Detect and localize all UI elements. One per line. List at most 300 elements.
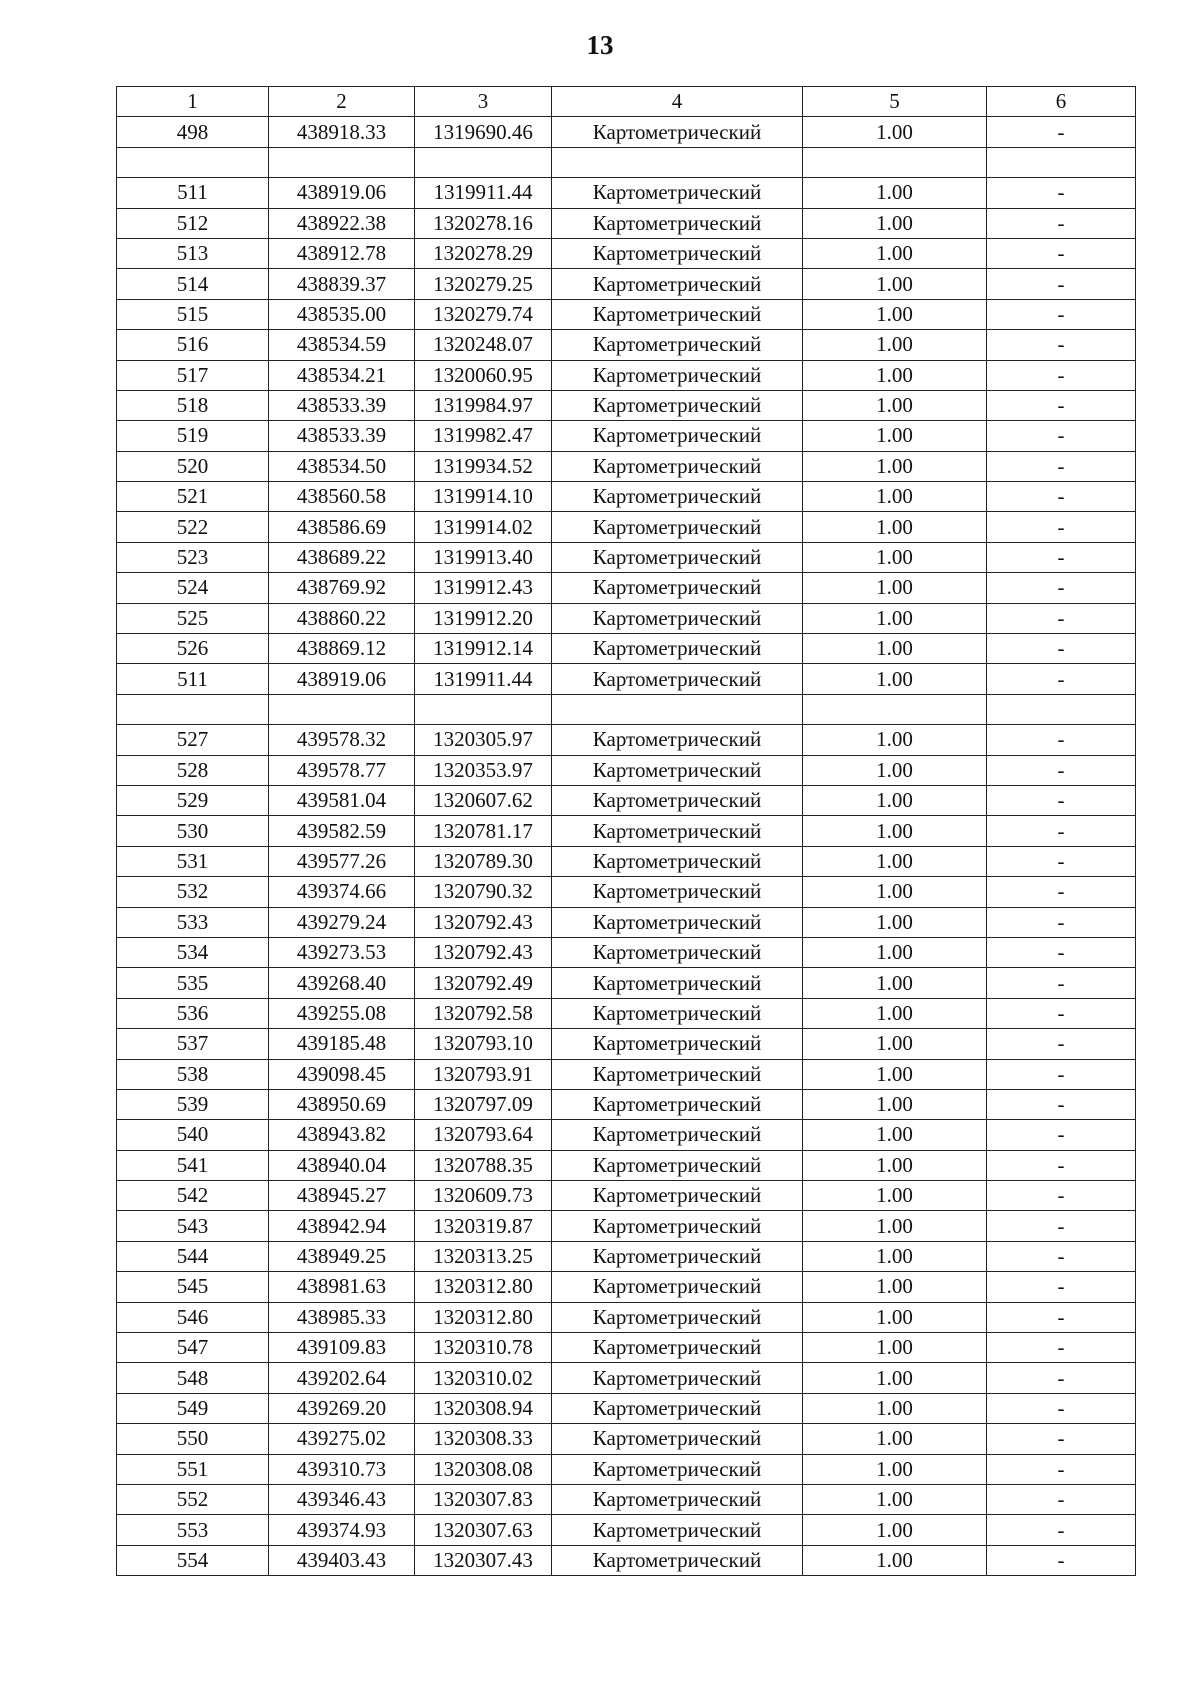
- accuracy-cell: 1.00: [803, 1211, 987, 1241]
- method-cell: Картометрический: [552, 1211, 803, 1241]
- y-coordinate-cell: 1320308.08: [415, 1454, 552, 1484]
- x-coordinate-cell: 439269.20: [269, 1393, 415, 1423]
- description-cell: -: [987, 634, 1136, 664]
- point-number-cell: 545: [117, 1272, 269, 1302]
- accuracy-cell: 1.00: [803, 1181, 987, 1211]
- y-coordinate-cell: 1320797.09: [415, 1089, 552, 1119]
- method-cell: Картометрический: [552, 451, 803, 481]
- method-cell: Картометрический: [552, 178, 803, 208]
- x-coordinate-cell: 439578.32: [269, 725, 415, 755]
- description-cell: -: [987, 451, 1136, 481]
- table-row: [117, 1424, 1136, 1454]
- header-cell: 4: [552, 87, 803, 117]
- point-number-cell: 543: [117, 1211, 269, 1241]
- table-row: [117, 937, 1136, 967]
- table-row: [117, 816, 1136, 846]
- point-number-cell: 540: [117, 1120, 269, 1150]
- point-number-cell: [117, 147, 269, 177]
- point-number-cell: 537: [117, 1029, 269, 1059]
- accuracy-cell: 1.00: [803, 1089, 987, 1119]
- description-cell: -: [987, 1333, 1136, 1363]
- point-number-cell: 521: [117, 482, 269, 512]
- method-cell: Картометрический: [552, 1484, 803, 1514]
- point-number-cell: 529: [117, 785, 269, 815]
- header-cell: 3: [415, 87, 552, 117]
- table-row: [117, 147, 1136, 177]
- x-coordinate-cell: [269, 147, 415, 177]
- table-row: [117, 542, 1136, 572]
- accuracy-cell: 1.00: [803, 877, 987, 907]
- accuracy-cell: 1.00: [803, 178, 987, 208]
- point-number-cell: 541: [117, 1150, 269, 1180]
- x-coordinate-cell: 439268.40: [269, 968, 415, 998]
- x-coordinate-cell: 438560.58: [269, 482, 415, 512]
- table-row: [117, 482, 1136, 512]
- method-cell: [552, 694, 803, 724]
- method-cell: Картометрический: [552, 1241, 803, 1271]
- table-row: [117, 1333, 1136, 1363]
- point-number-cell: 522: [117, 512, 269, 542]
- x-coordinate-cell: 438534.21: [269, 360, 415, 390]
- y-coordinate-cell: 1320781.17: [415, 816, 552, 846]
- x-coordinate-cell: 438949.25: [269, 1241, 415, 1271]
- accuracy-cell: 1.00: [803, 846, 987, 876]
- description-cell: -: [987, 998, 1136, 1028]
- method-cell: Картометрический: [552, 634, 803, 664]
- method-cell: Картометрический: [552, 299, 803, 329]
- table-row: [117, 603, 1136, 633]
- x-coordinate-cell: 438534.59: [269, 330, 415, 360]
- description-cell: -: [987, 1120, 1136, 1150]
- y-coordinate-cell: 1320312.80: [415, 1302, 552, 1332]
- y-coordinate-cell: 1319912.43: [415, 573, 552, 603]
- accuracy-cell: 1.00: [803, 603, 987, 633]
- accuracy-cell: 1.00: [803, 1454, 987, 1484]
- description-cell: -: [987, 238, 1136, 268]
- table-row: [117, 208, 1136, 238]
- y-coordinate-cell: 1320312.80: [415, 1272, 552, 1302]
- description-cell: -: [987, 968, 1136, 998]
- header-cell: 5: [803, 87, 987, 117]
- x-coordinate-cell: 439185.48: [269, 1029, 415, 1059]
- y-coordinate-cell: 1320793.91: [415, 1059, 552, 1089]
- accuracy-cell: 1.00: [803, 998, 987, 1028]
- point-number-cell: 513: [117, 238, 269, 268]
- method-cell: Картометрический: [552, 846, 803, 876]
- x-coordinate-cell: 438945.27: [269, 1181, 415, 1211]
- method-cell: Картометрический: [552, 725, 803, 755]
- method-cell: Картометрический: [552, 1545, 803, 1575]
- description-cell: -: [987, 208, 1136, 238]
- x-coordinate-cell: 439578.77: [269, 755, 415, 785]
- y-coordinate-cell: 1320353.97: [415, 755, 552, 785]
- description-cell: -: [987, 299, 1136, 329]
- description-cell: -: [987, 1424, 1136, 1454]
- description-cell: -: [987, 1211, 1136, 1241]
- y-coordinate-cell: 1320313.25: [415, 1241, 552, 1271]
- y-coordinate-cell: 1320788.35: [415, 1150, 552, 1180]
- accuracy-cell: 1.00: [803, 664, 987, 694]
- table-row: [117, 634, 1136, 664]
- header-cell: 2: [269, 87, 415, 117]
- point-number-cell: 514: [117, 269, 269, 299]
- y-coordinate-cell: 1320307.43: [415, 1545, 552, 1575]
- method-cell: Картометрический: [552, 208, 803, 238]
- description-cell: -: [987, 542, 1136, 572]
- x-coordinate-cell: 438860.22: [269, 603, 415, 633]
- y-coordinate-cell: 1320278.16: [415, 208, 552, 238]
- y-coordinate-cell: 1320248.07: [415, 330, 552, 360]
- point-number-cell: 546: [117, 1302, 269, 1332]
- accuracy-cell: 1.00: [803, 725, 987, 755]
- y-coordinate-cell: [415, 694, 552, 724]
- y-coordinate-cell: 1320789.30: [415, 846, 552, 876]
- point-number-cell: 519: [117, 421, 269, 451]
- y-coordinate-cell: 1320792.58: [415, 998, 552, 1028]
- accuracy-cell: [803, 147, 987, 177]
- point-number-cell: 535: [117, 968, 269, 998]
- x-coordinate-cell: 438981.63: [269, 1272, 415, 1302]
- point-number-cell: 534: [117, 937, 269, 967]
- accuracy-cell: 1.00: [803, 1333, 987, 1363]
- description-cell: -: [987, 1454, 1136, 1484]
- description-cell: -: [987, 877, 1136, 907]
- x-coordinate-cell: 439403.43: [269, 1545, 415, 1575]
- accuracy-cell: 1.00: [803, 482, 987, 512]
- description-cell: -: [987, 846, 1136, 876]
- table-row: [117, 117, 1136, 147]
- accuracy-cell: 1.00: [803, 330, 987, 360]
- x-coordinate-cell: 439582.59: [269, 816, 415, 846]
- point-number-cell: 532: [117, 877, 269, 907]
- y-coordinate-cell: 1320308.94: [415, 1393, 552, 1423]
- method-cell: Картометрический: [552, 117, 803, 147]
- x-coordinate-cell: 438533.39: [269, 421, 415, 451]
- table-row: [117, 330, 1136, 360]
- y-coordinate-cell: 1320792.43: [415, 937, 552, 967]
- point-number-cell: [117, 694, 269, 724]
- point-number-cell: 524: [117, 573, 269, 603]
- table-row: [117, 178, 1136, 208]
- method-cell: Картометрический: [552, 1333, 803, 1363]
- table-row: [117, 998, 1136, 1028]
- point-number-cell: 528: [117, 755, 269, 785]
- accuracy-cell: 1.00: [803, 755, 987, 785]
- point-number-cell: 525: [117, 603, 269, 633]
- table-row: [117, 1454, 1136, 1484]
- y-coordinate-cell: 1319984.97: [415, 390, 552, 420]
- method-cell: Картометрический: [552, 330, 803, 360]
- y-coordinate-cell: 1319982.47: [415, 421, 552, 451]
- point-number-cell: 531: [117, 846, 269, 876]
- accuracy-cell: 1.00: [803, 1241, 987, 1271]
- x-coordinate-cell: 438919.06: [269, 664, 415, 694]
- table-row: [117, 1272, 1136, 1302]
- y-coordinate-cell: 1320793.64: [415, 1120, 552, 1150]
- y-coordinate-cell: 1320060.95: [415, 360, 552, 390]
- y-coordinate-cell: 1320319.87: [415, 1211, 552, 1241]
- y-coordinate-cell: 1319914.10: [415, 482, 552, 512]
- method-cell: Картометрический: [552, 482, 803, 512]
- method-cell: Картометрический: [552, 877, 803, 907]
- y-coordinate-cell: 1320308.33: [415, 1424, 552, 1454]
- table-row: [117, 664, 1136, 694]
- point-number-cell: 523: [117, 542, 269, 572]
- accuracy-cell: 1.00: [803, 1029, 987, 1059]
- description-cell: -: [987, 603, 1136, 633]
- method-cell: Картометрический: [552, 269, 803, 299]
- table-row: [117, 694, 1136, 724]
- x-coordinate-cell: 438912.78: [269, 238, 415, 268]
- accuracy-cell: 1.00: [803, 360, 987, 390]
- method-cell: Картометрический: [552, 573, 803, 603]
- x-coordinate-cell: 439581.04: [269, 785, 415, 815]
- y-coordinate-cell: 1319690.46: [415, 117, 552, 147]
- method-cell: Картометрический: [552, 1120, 803, 1150]
- accuracy-cell: 1.00: [803, 1545, 987, 1575]
- x-coordinate-cell: 438869.12: [269, 634, 415, 664]
- method-cell: Картометрический: [552, 785, 803, 815]
- y-coordinate-cell: 1320279.74: [415, 299, 552, 329]
- point-number-cell: 520: [117, 451, 269, 481]
- accuracy-cell: 1.00: [803, 542, 987, 572]
- point-number-cell: 544: [117, 1241, 269, 1271]
- description-cell: -: [987, 816, 1136, 846]
- point-number-cell: 530: [117, 816, 269, 846]
- table-row: [117, 907, 1136, 937]
- description-cell: -: [987, 1089, 1136, 1119]
- table-row: [117, 755, 1136, 785]
- x-coordinate-cell: 439255.08: [269, 998, 415, 1028]
- point-number-cell: 536: [117, 998, 269, 1028]
- y-coordinate-cell: [415, 147, 552, 177]
- x-coordinate-cell: 439202.64: [269, 1363, 415, 1393]
- method-cell: Картометрический: [552, 512, 803, 542]
- y-coordinate-cell: 1320607.62: [415, 785, 552, 815]
- y-coordinate-cell: 1320307.83: [415, 1484, 552, 1514]
- description-cell: -: [987, 1363, 1136, 1393]
- method-cell: Картометрический: [552, 816, 803, 846]
- accuracy-cell: 1.00: [803, 937, 987, 967]
- table-row: [117, 968, 1136, 998]
- x-coordinate-cell: 438940.04: [269, 1150, 415, 1180]
- table-header: [117, 87, 1136, 117]
- x-coordinate-cell: 438535.00: [269, 299, 415, 329]
- table-row: [117, 1545, 1136, 1575]
- table-row: [117, 1181, 1136, 1211]
- description-cell: -: [987, 421, 1136, 451]
- table-row: [117, 1120, 1136, 1150]
- method-cell: Картометрический: [552, 1424, 803, 1454]
- point-number-cell: 539: [117, 1089, 269, 1119]
- method-cell: Картометрический: [552, 968, 803, 998]
- method-cell: Картометрический: [552, 1272, 803, 1302]
- header-row: [117, 87, 1136, 117]
- table-row: [117, 1302, 1136, 1332]
- table-row: [117, 846, 1136, 876]
- point-number-cell: 498: [117, 117, 269, 147]
- point-number-cell: 527: [117, 725, 269, 755]
- y-coordinate-cell: 1320609.73: [415, 1181, 552, 1211]
- x-coordinate-cell: 438839.37: [269, 269, 415, 299]
- method-cell: Картометрический: [552, 1515, 803, 1545]
- y-coordinate-cell: 1320792.49: [415, 968, 552, 998]
- description-cell: -: [987, 1484, 1136, 1514]
- point-number-cell: 551: [117, 1454, 269, 1484]
- point-number-cell: 515: [117, 299, 269, 329]
- accuracy-cell: 1.00: [803, 1120, 987, 1150]
- x-coordinate-cell: 438985.33: [269, 1302, 415, 1332]
- y-coordinate-cell: 1320305.97: [415, 725, 552, 755]
- method-cell: Картометрический: [552, 1150, 803, 1180]
- x-coordinate-cell: 438922.38: [269, 208, 415, 238]
- point-number-cell: 548: [117, 1363, 269, 1393]
- y-coordinate-cell: 1319913.40: [415, 542, 552, 572]
- description-cell: -: [987, 330, 1136, 360]
- description-cell: -: [987, 1241, 1136, 1271]
- y-coordinate-cell: 1320279.25: [415, 269, 552, 299]
- method-cell: Картометрический: [552, 907, 803, 937]
- table-row: [117, 1029, 1136, 1059]
- x-coordinate-cell: 439346.43: [269, 1484, 415, 1514]
- accuracy-cell: 1.00: [803, 512, 987, 542]
- method-cell: Картометрический: [552, 998, 803, 1028]
- table-row: [117, 451, 1136, 481]
- table-row: [117, 512, 1136, 542]
- accuracy-cell: 1.00: [803, 1272, 987, 1302]
- description-cell: -: [987, 664, 1136, 694]
- header-cell: 6: [987, 87, 1136, 117]
- y-coordinate-cell: 1320310.02: [415, 1363, 552, 1393]
- description-cell: -: [987, 360, 1136, 390]
- point-number-cell: 512: [117, 208, 269, 238]
- y-coordinate-cell: 1319911.44: [415, 178, 552, 208]
- x-coordinate-cell: [269, 694, 415, 724]
- description-cell: -: [987, 1393, 1136, 1423]
- table-row: [117, 299, 1136, 329]
- x-coordinate-cell: 438769.92: [269, 573, 415, 603]
- description-cell: -: [987, 785, 1136, 815]
- method-cell: Картометрический: [552, 755, 803, 785]
- description-cell: -: [987, 1181, 1136, 1211]
- point-number-cell: 542: [117, 1181, 269, 1211]
- accuracy-cell: 1.00: [803, 1150, 987, 1180]
- table-row: [117, 1150, 1136, 1180]
- method-cell: Картометрический: [552, 937, 803, 967]
- x-coordinate-cell: 438689.22: [269, 542, 415, 572]
- x-coordinate-cell: 438942.94: [269, 1211, 415, 1241]
- accuracy-cell: 1.00: [803, 451, 987, 481]
- accuracy-cell: 1.00: [803, 1484, 987, 1514]
- description-cell: -: [987, 1272, 1136, 1302]
- description-cell: -: [987, 1545, 1136, 1575]
- method-cell: Картометрический: [552, 603, 803, 633]
- point-number-cell: 517: [117, 360, 269, 390]
- table-row: [117, 1059, 1136, 1089]
- accuracy-cell: 1.00: [803, 968, 987, 998]
- y-coordinate-cell: 1320792.43: [415, 907, 552, 937]
- point-number-cell: 518: [117, 390, 269, 420]
- description-cell: [987, 147, 1136, 177]
- x-coordinate-cell: 439098.45: [269, 1059, 415, 1089]
- method-cell: Картометрический: [552, 421, 803, 451]
- method-cell: Картометрический: [552, 1089, 803, 1119]
- x-coordinate-cell: 439374.93: [269, 1515, 415, 1545]
- accuracy-cell: 1.00: [803, 1302, 987, 1332]
- point-number-cell: 511: [117, 178, 269, 208]
- description-cell: -: [987, 178, 1136, 208]
- method-cell: Картометрический: [552, 664, 803, 694]
- y-coordinate-cell: 1320793.10: [415, 1029, 552, 1059]
- y-coordinate-cell: 1319911.44: [415, 664, 552, 694]
- x-coordinate-cell: 439273.53: [269, 937, 415, 967]
- accuracy-cell: 1.00: [803, 785, 987, 815]
- point-number-cell: 526: [117, 634, 269, 664]
- method-cell: Картометрический: [552, 1363, 803, 1393]
- accuracy-cell: 1.00: [803, 269, 987, 299]
- x-coordinate-cell: 438534.50: [269, 451, 415, 481]
- description-cell: -: [987, 937, 1136, 967]
- y-coordinate-cell: 1319912.20: [415, 603, 552, 633]
- x-coordinate-cell: 438919.06: [269, 178, 415, 208]
- y-coordinate-cell: 1320278.29: [415, 238, 552, 268]
- table-row: [117, 360, 1136, 390]
- accuracy-cell: 1.00: [803, 238, 987, 268]
- accuracy-cell: 1.00: [803, 1393, 987, 1423]
- x-coordinate-cell: 439109.83: [269, 1333, 415, 1363]
- description-cell: -: [987, 573, 1136, 603]
- page-number: 13: [586, 30, 614, 60]
- y-coordinate-cell: 1320310.78: [415, 1333, 552, 1363]
- point-number-cell: 516: [117, 330, 269, 360]
- accuracy-cell: 1.00: [803, 907, 987, 937]
- description-cell: -: [987, 117, 1136, 147]
- header-cell: 1: [117, 87, 269, 117]
- x-coordinate-cell: 439577.26: [269, 846, 415, 876]
- method-cell: Картометрический: [552, 238, 803, 268]
- x-coordinate-cell: 439310.73: [269, 1454, 415, 1484]
- method-cell: Картометрический: [552, 542, 803, 572]
- table-row: [117, 1211, 1136, 1241]
- accuracy-cell: 1.00: [803, 299, 987, 329]
- table-row: [117, 1241, 1136, 1271]
- description-cell: [987, 694, 1136, 724]
- description-cell: -: [987, 725, 1136, 755]
- x-coordinate-cell: 438943.82: [269, 1120, 415, 1150]
- accuracy-cell: 1.00: [803, 1059, 987, 1089]
- table-body: [117, 117, 1136, 1576]
- point-number-cell: 549: [117, 1393, 269, 1423]
- x-coordinate-cell: 438533.39: [269, 390, 415, 420]
- table-row: [117, 725, 1136, 755]
- point-number-cell: 538: [117, 1059, 269, 1089]
- table-row: [117, 1393, 1136, 1423]
- point-number-cell: 547: [117, 1333, 269, 1363]
- method-cell: Картометрический: [552, 1302, 803, 1332]
- table-row: [117, 238, 1136, 268]
- x-coordinate-cell: 438586.69: [269, 512, 415, 542]
- description-cell: -: [987, 1515, 1136, 1545]
- accuracy-cell: 1.00: [803, 573, 987, 603]
- y-coordinate-cell: 1319934.52: [415, 451, 552, 481]
- accuracy-cell: 1.00: [803, 390, 987, 420]
- description-cell: -: [987, 755, 1136, 785]
- method-cell: Картометрический: [552, 1059, 803, 1089]
- y-coordinate-cell: 1320307.63: [415, 1515, 552, 1545]
- description-cell: -: [987, 1302, 1136, 1332]
- point-number-cell: 533: [117, 907, 269, 937]
- accuracy-cell: 1.00: [803, 634, 987, 664]
